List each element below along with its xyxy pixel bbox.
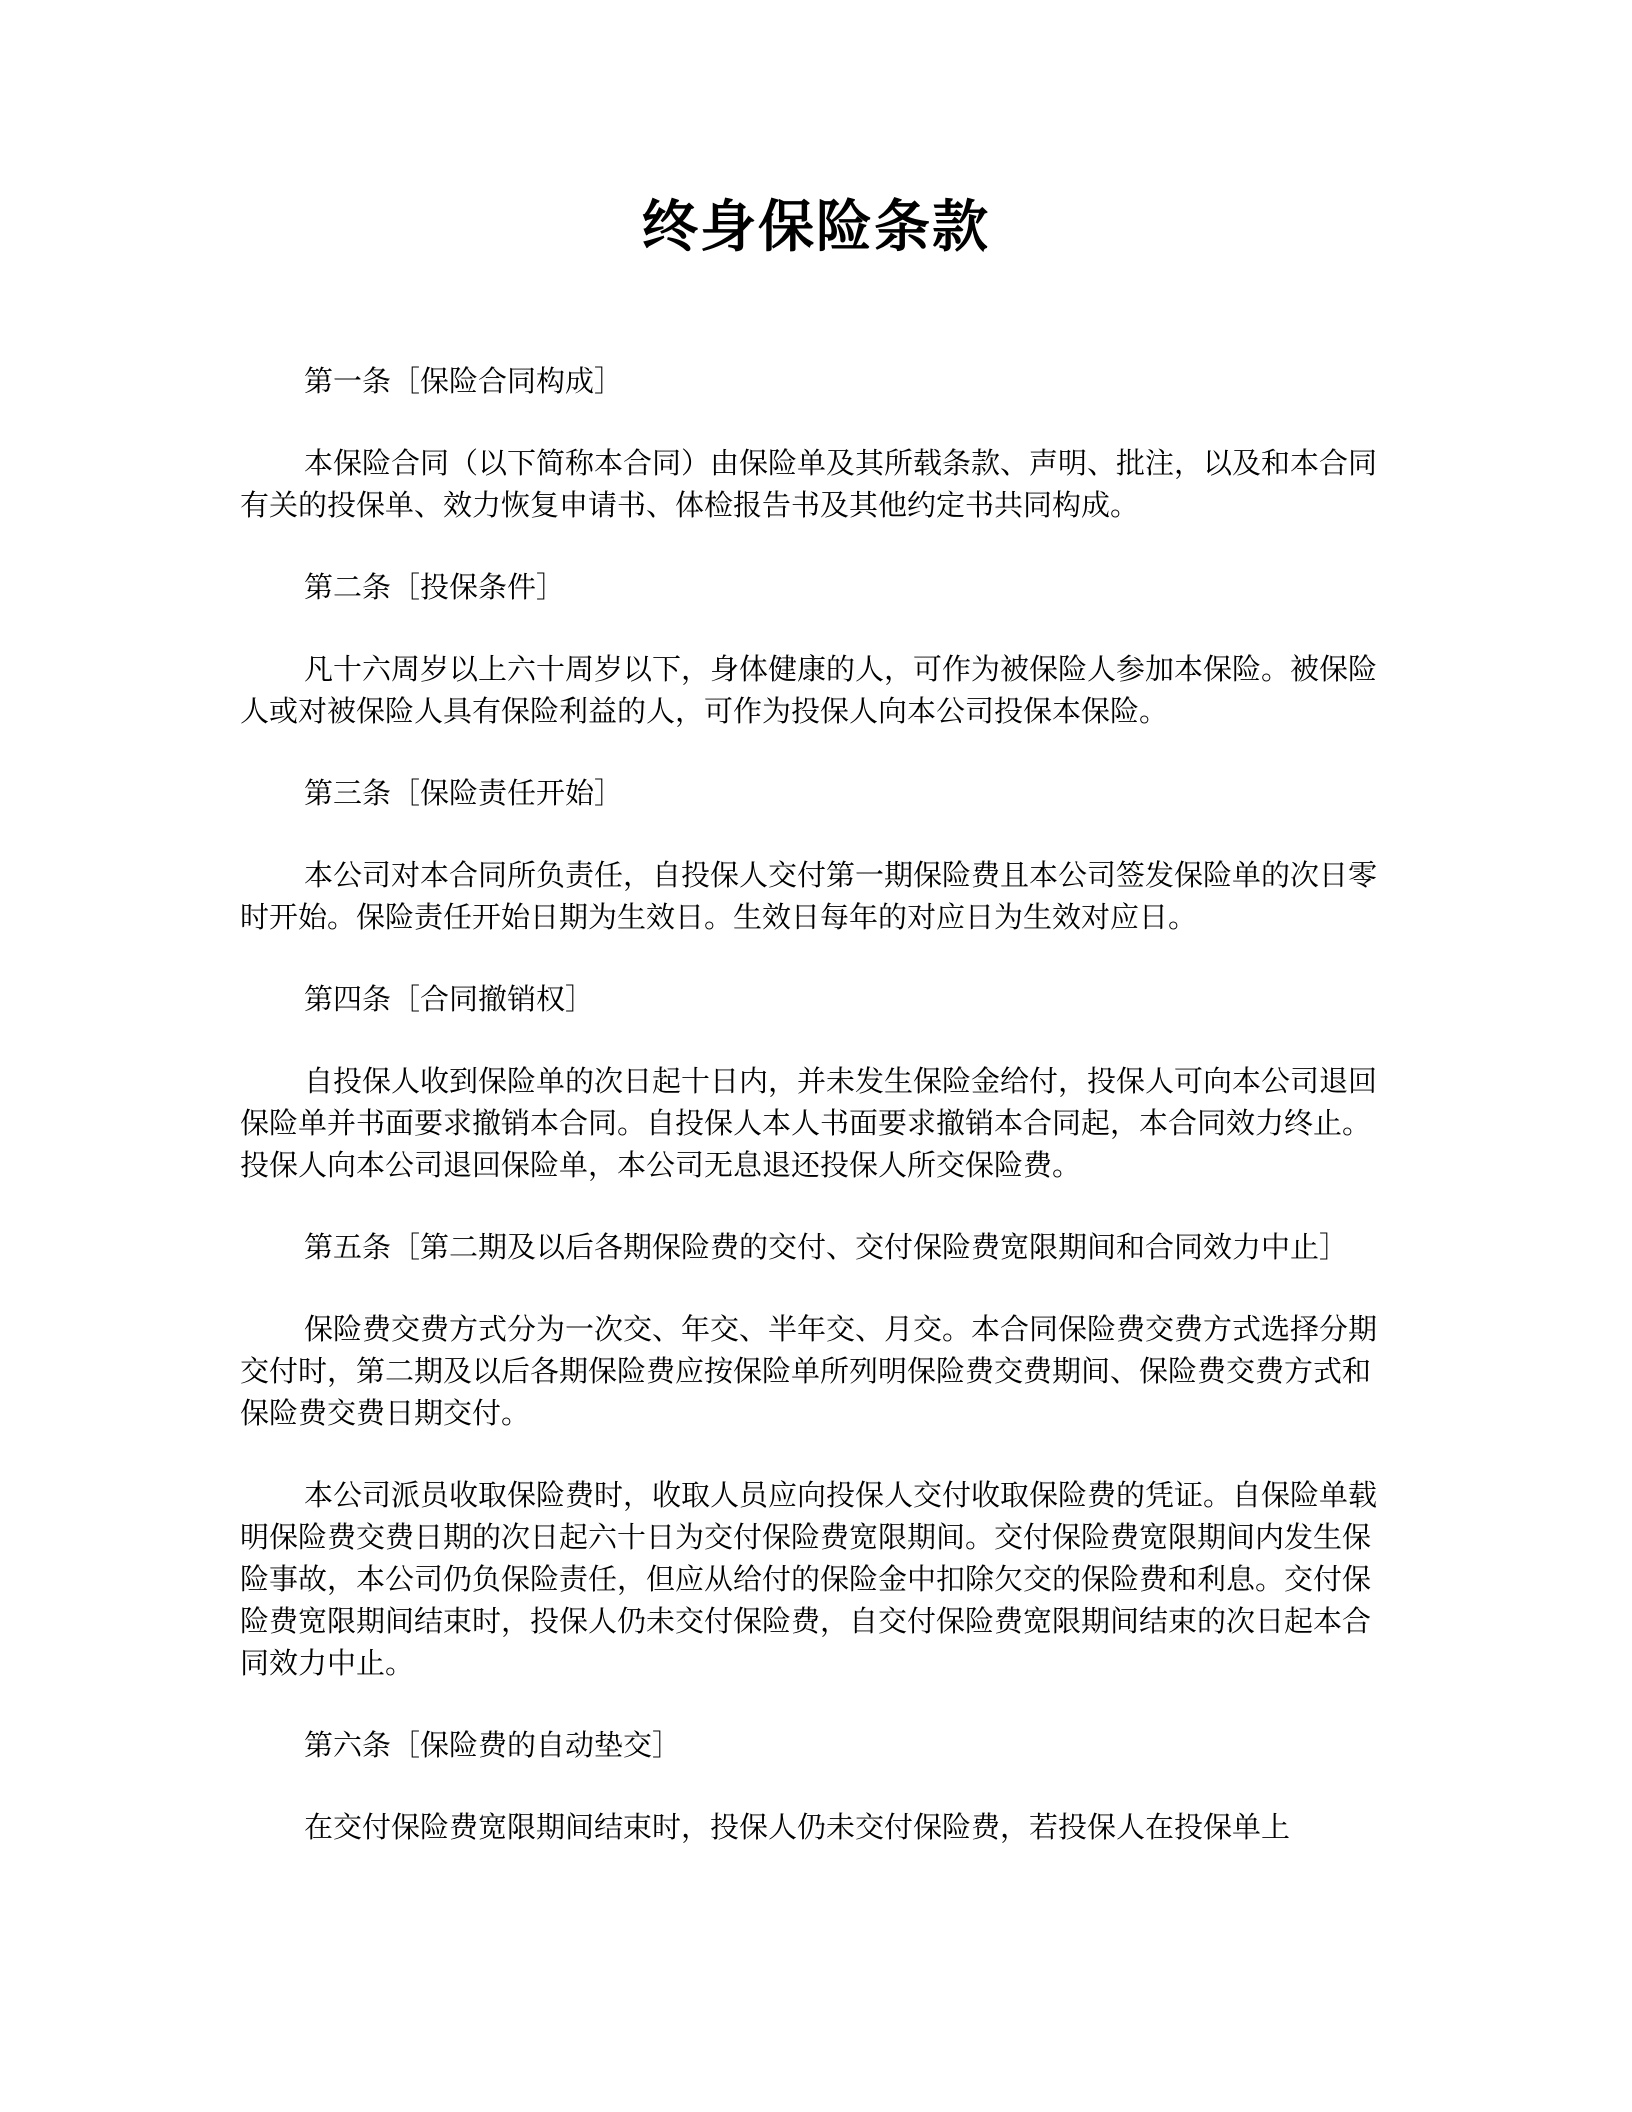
article-paragraph: 本公司派员收取保险费时，收取人员应向投保人交付收取保险费的凭证。自保险单载明保险费交费日期的次日起六十日为交付保险费宽限期间。交付保险费宽限期间内发生保险事故，本公司仍负保险责任，但应从给付的保险金中扣除欠交的保险费和利息。交付保险费宽限期间结束时，投保人仍未交付保险费，自交付保险费宽限期间结束的次日起本合同效力中止。 [240,1478,1378,1680]
article-heading: 第一条［保险合同构成］ [304,364,624,398]
article-heading: 第四条［合同撤销权］ [304,982,595,1016]
article-paragraph: 凡十六周岁以上六十周岁以下，身体健康的人，可作为被保险人参加本保险。被保险人或对被保险人具有保险利益的人，可作为投保人向本公司投保本保险。 [240,652,1378,728]
document-title: 终身保险条款 [642,195,990,260]
article-heading: 第三条［保险责任开始］ [304,776,624,810]
article-paragraph: 本公司对本合同所负责任，自投保人交付第一期保险费且本公司签发保险单的次日零时开始。保险责任开始日期为生效日。生效日每年的对应日为生效对应日。 [240,858,1378,934]
article-heading: 第六条［保险费的自动垫交］ [304,1728,682,1762]
article-heading: 第二条［投保条件］ [304,570,566,604]
article-paragraph: 在交付保险费宽限期间结束时，投保人仍未交付保险费，若投保人在投保单上 [304,1810,1291,1844]
document-body [240,360,1380,1888]
article-paragraph: 保险费交费方式分为一次交、年交、半年交、月交。本合同保险费交费方式选择分期交付时，第二期及以后各期保险费应按保险单所列明保险费交费期间、保险费交费方式和保险费交费日期交付。 [240,1312,1378,1430]
article-heading: 第五条［第二期及以后各期保险费的交付、交付保险费宽限期间和合同效力中止］ [304,1230,1349,1264]
article-paragraph: 自投保人收到保险单的次日起十日内，并未发生保险金给付，投保人可向本公司退回保险单并书面要求撤销本合同。自投保人本人书面要求撤销本合同起，本合同效力终止。投保人向本公司退回保险单，本公司无息退还投保人所交保险费。 [240,1064,1378,1182]
article-paragraph: 本保险合同（以下简称本合同）由保险单及其所载条款、声明、批注，以及和本合同有关的投保单、效力恢复申请书、体检报告书及其他约定书共同构成。 [240,446,1378,522]
